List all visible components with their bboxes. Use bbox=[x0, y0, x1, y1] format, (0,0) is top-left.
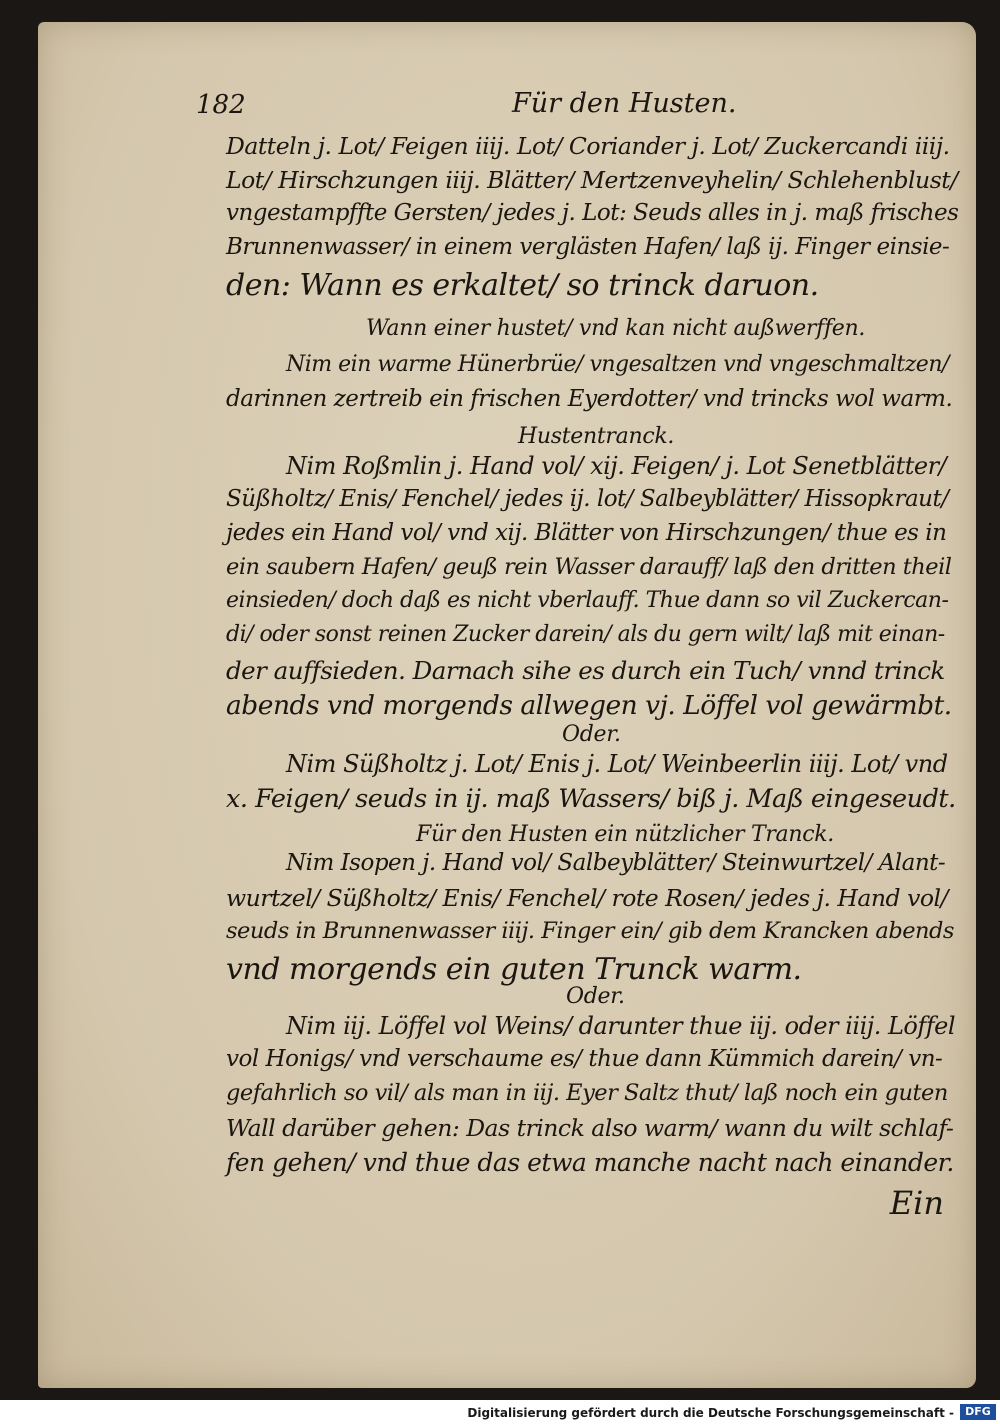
text-line: Lot/ Hirschzungen iiij. Blätter/ Mertzenveyhelin/ Schlehenblust/ bbox=[226, 166, 958, 194]
text-line: den: Wann es erkaltet/ so trinck daruon. bbox=[226, 268, 819, 303]
catchword: Ein bbox=[889, 1184, 944, 1222]
text-line: abends vnd morgends allwegen vj. Löffel vol gewärmbt. bbox=[226, 690, 952, 721]
text-line: seuds in Brunnenwasser iiij. Finger ein/ gib dem Krancken abends bbox=[226, 918, 954, 944]
funding-credit: Digitalisierung gefördert durch die Deutsche Forschungsgemeinschaft - bbox=[467, 1406, 954, 1420]
text-line: di/ oder sonst reinen Zucker darein/ als du gern wilt/ laß mit einan- bbox=[226, 622, 945, 647]
running-title: Für den Husten. bbox=[512, 88, 737, 119]
text-line: vngestampffte Gersten/ jedes j. Lot: Seuds alles in j. maß frisches bbox=[226, 200, 959, 226]
dfg-logo: DFG bbox=[960, 1404, 996, 1420]
text-line: vol Honigs/ vnd verschaume es/ thue dann Kümmich darein/ vn- bbox=[226, 1046, 943, 1072]
text-line: einsieden/ doch daß es nicht vberlauff. Thue dann so vil Zuckercan- bbox=[226, 588, 949, 613]
text-line: vnd morgends ein guten Trunck warm. bbox=[226, 952, 802, 987]
text-line: Süßholtz/ Enis/ Fenchel/ jedes ij. lot/ Salbeyblätter/ Hissopkraut/ bbox=[226, 486, 949, 512]
text-line: x. Feigen/ seuds in ij. maß Wassers/ biß j. Maß eingeseudt. bbox=[226, 784, 956, 814]
text-line: gefahrlich so vil/ als man in iij. Eyer Saltz thut/ laß noch ein guten bbox=[226, 1080, 948, 1106]
text-line: darinnen zertreib ein frischen Eyerdotter/ vnd trincks wol warm. bbox=[226, 386, 953, 412]
section-heading: Wann einer hustet/ vnd kan nicht außwerffen. bbox=[366, 316, 866, 341]
section-heading: Hustentranck. bbox=[518, 424, 675, 449]
section-heading: Oder. bbox=[562, 722, 621, 747]
section-heading: Oder. bbox=[566, 984, 625, 1009]
text-line: wurtzel/ Süßholtz/ Enis/ Fenchel/ rote Rosen/ jedes j. Hand vol/ bbox=[226, 884, 948, 912]
section-heading: Für den Husten ein nützlicher Tranck. bbox=[416, 822, 834, 847]
text-line: Nim Isopen j. Hand vol/ Salbeyblätter/ Steinwurtzel/ Alant- bbox=[286, 850, 946, 876]
text-line: ein saubern Hafen/ geuß rein Wasser darauff/ laß den dritten theil bbox=[226, 554, 952, 580]
text-line: Datteln j. Lot/ Feigen iiij. Lot/ Coriander j. Lot/ Zuckercandi iiij. bbox=[226, 132, 950, 160]
text-line: Wall darüber gehen: Das trinck also warm/ wann du wilt schlaf- bbox=[226, 1114, 954, 1142]
text-line: fen gehen/ vnd thue das etwa manche nacht nach einander. bbox=[226, 1148, 954, 1177]
text-line: jedes ein Hand vol/ vnd xij. Blätter von Hirschzungen/ thue es in bbox=[226, 520, 947, 546]
text-line: Brunnenwasser/ in einem verglästen Hafen/ laß ij. Finger einsie- bbox=[226, 234, 950, 260]
text-line: Nim Süßholtz j. Lot/ Enis j. Lot/ Weinbeerlin iiij. Lot/ vnd bbox=[286, 750, 948, 778]
text-line: Nim Roßmlin j. Hand vol/ xij. Feigen/ j. Lot Senetblätter/ bbox=[286, 452, 947, 480]
text-line: der auffsieden. Darnach sihe es durch ein Tuch/ vnnd trinck bbox=[226, 656, 945, 685]
text-line: Nim iij. Löffel vol Weins/ darunter thue iij. oder iiij. Löffel bbox=[286, 1012, 955, 1040]
text-line: Nim ein warme Hünerbrüe/ vngesaltzen vnd vngeschmaltzen/ bbox=[286, 352, 949, 377]
page-number: 182 bbox=[196, 90, 246, 120]
